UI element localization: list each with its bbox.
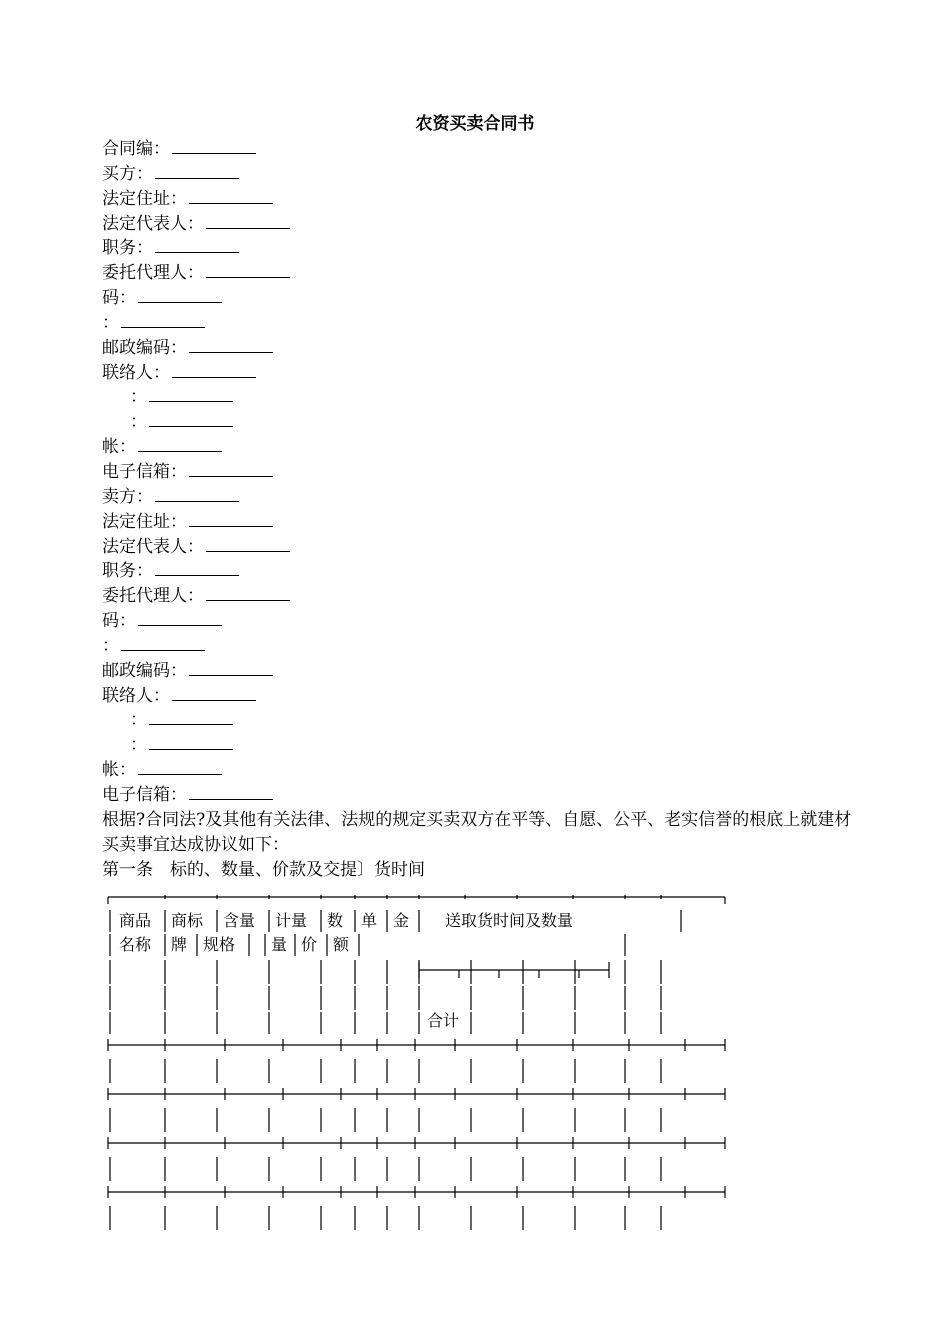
field-row (102, 410, 862, 435)
field-row (102, 535, 862, 560)
field-row (102, 311, 862, 336)
field-row (102, 236, 862, 261)
field-row (102, 485, 862, 510)
fill-in-blank[interactable] (155, 162, 239, 179)
table-header-cell: 数 (327, 911, 344, 930)
fill-in-blank[interactable] (155, 485, 239, 502)
field-row (102, 733, 862, 758)
field-label: 联络人： (102, 362, 170, 383)
field-label: 邮政编码： (102, 660, 187, 681)
field-row (102, 783, 862, 808)
table-header-cell: 牌 (171, 935, 188, 954)
field-row (102, 758, 862, 783)
fill-in-blank[interactable] (149, 410, 233, 427)
clause-1-title: 第一条 标的、数量、价款及交提〕货时间 (102, 860, 425, 880)
fill-in-blank[interactable] (121, 311, 205, 328)
table-header-cell: 规格 (203, 935, 236, 954)
field-row (102, 510, 862, 535)
field-label: ： (130, 735, 147, 756)
intro-paragraph: 根据?合同法?及其他有关法律、法规的规定买卖双方在平等、自愿、公平、老实信誉的根底上就建材买卖事宜达成协议如下： (102, 810, 852, 855)
field-label: ： (102, 312, 119, 333)
field-row (102, 286, 862, 311)
field-row (102, 187, 862, 212)
field-row (102, 162, 862, 187)
field-row (102, 435, 862, 460)
field-label: 电子信箱： (102, 784, 187, 805)
table-header-cell: 单 (361, 911, 378, 930)
table-header-cell: 商品 (119, 911, 152, 930)
field-label: 卖方： (102, 486, 153, 507)
field-label: 法定住址： (102, 188, 187, 209)
field-label: 帐： (102, 760, 136, 781)
fill-in-blank[interactable] (189, 336, 273, 353)
field-row (102, 559, 862, 584)
field-row (102, 584, 862, 609)
fill-in-blank[interactable] (138, 609, 222, 626)
field-label: 职务： (102, 561, 153, 582)
table-header-cell: 额 (333, 935, 350, 954)
field-label: ： (130, 412, 147, 433)
fill-in-blank[interactable] (138, 286, 222, 303)
field-label: 法定住址： (102, 511, 187, 532)
table-header-cell: 含量 (223, 911, 256, 930)
fill-in-blank[interactable] (189, 783, 273, 800)
field-row (102, 137, 862, 162)
field-label: 法定代表人： (102, 213, 204, 234)
fill-in-blank[interactable] (172, 137, 256, 154)
table-header-cell: 名称 (119, 935, 152, 954)
fill-in-blank[interactable] (189, 460, 273, 477)
fill-in-blank[interactable] (172, 684, 256, 701)
field-row (102, 659, 862, 684)
table-header-cell: 量 (271, 935, 288, 954)
field-row (102, 460, 862, 485)
field-label: 电子信箱： (102, 461, 187, 482)
fill-in-blank[interactable] (121, 634, 205, 651)
fill-in-blank[interactable] (155, 559, 239, 576)
table-header-cell: 金 (393, 911, 410, 930)
field-label: ： (130, 710, 147, 731)
table-header-cell: 价 (301, 935, 318, 954)
fill-in-blank[interactable] (155, 236, 239, 253)
goods-table (105, 892, 730, 1246)
fill-in-blank[interactable] (138, 435, 222, 452)
field-row (102, 361, 862, 386)
field-row (102, 634, 862, 659)
fill-in-blank[interactable] (189, 187, 273, 204)
fill-in-blank[interactable] (206, 212, 290, 229)
field-label: 邮政编码： (102, 337, 187, 358)
field-label: ： (130, 387, 147, 408)
fill-in-blank[interactable] (206, 535, 290, 552)
field-label: 码： (102, 288, 136, 309)
fill-in-blank[interactable] (138, 758, 222, 775)
field-label: 帐： (102, 437, 136, 458)
field-label: 职务： (102, 238, 153, 259)
table-header-cell: 计量 (275, 911, 308, 930)
field-row (102, 336, 862, 361)
field-label: ： (102, 635, 119, 656)
field-label: 买方： (102, 163, 153, 184)
field-label: 委托代理人： (102, 586, 204, 607)
fill-in-blank[interactable] (149, 385, 233, 402)
field-row (102, 609, 862, 634)
fill-in-blank[interactable] (189, 659, 273, 676)
document-title: 农资买卖合同书 (415, 114, 535, 134)
field-row (102, 385, 862, 410)
fill-in-blank[interactable] (206, 584, 290, 601)
table-total-label: 合计 (427, 1011, 460, 1030)
field-row (102, 684, 862, 709)
fill-in-blank[interactable] (149, 733, 233, 750)
field-label: 合同编： (102, 139, 170, 159)
fill-in-blank[interactable] (149, 708, 233, 725)
field-label: 联络人： (102, 685, 170, 706)
field-row (102, 708, 862, 733)
fill-in-blank[interactable] (206, 261, 290, 278)
field-label: 委托代理人： (102, 263, 204, 284)
fill-in-blank[interactable] (172, 361, 256, 378)
table-header-cell: 商标 (171, 911, 204, 930)
field-label: 码： (102, 611, 136, 632)
party-fields (102, 137, 862, 808)
fill-in-blank[interactable] (189, 510, 273, 527)
field-label: 法定代表人： (102, 536, 204, 557)
table-header-cell: 送取货时间及数量 (445, 911, 574, 930)
field-row (102, 261, 862, 286)
goods-table-grid (105, 892, 730, 1242)
field-row (102, 212, 862, 237)
